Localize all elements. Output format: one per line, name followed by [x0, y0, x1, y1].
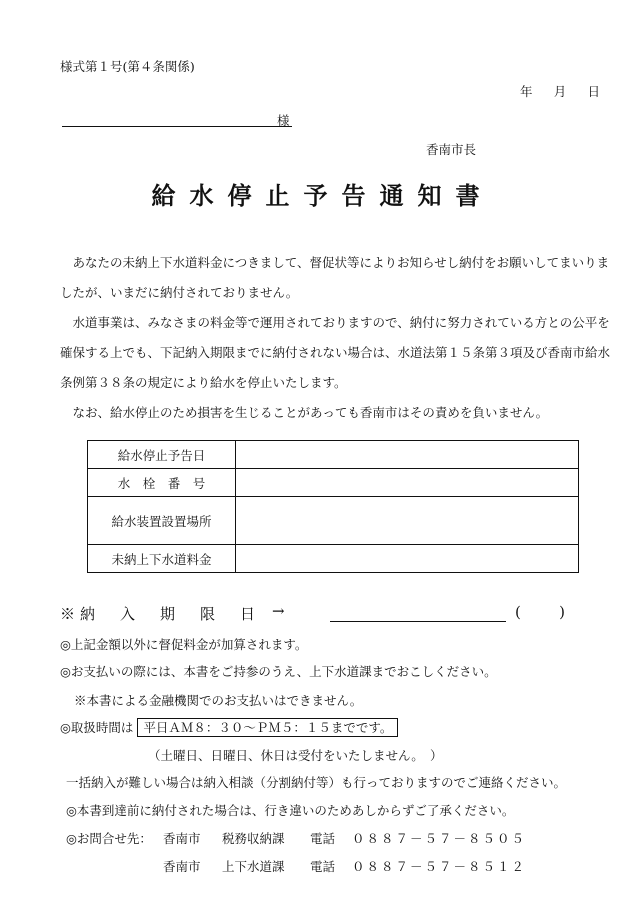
arrow-right-icon: →	[272, 602, 285, 620]
closed-days-note: （土曜日、日曜日、休日は受付をいたしません。 ）	[148, 748, 443, 763]
notice-body	[60, 248, 610, 428]
contact-phone-label: 電話	[310, 859, 336, 874]
paren-close: )	[559, 603, 565, 621]
stop-date-label: 給水停止予告日	[88, 441, 236, 469]
paren-open: (	[515, 603, 521, 621]
body-paragraph: あなたの未納上下水道料金につきまして、督促状等によりお知らせし納付をお願いしてまいりましたが、いまだに納付されておりません。	[60, 255, 610, 300]
payment-deadline-line	[330, 621, 506, 622]
hours-value: 平日ＡＭ８：３０～ＰＭ５：１５までです。	[137, 718, 398, 737]
stop-date-value	[236, 441, 579, 469]
date-year-label: 年	[520, 84, 533, 99]
contact-city: 香南市	[163, 859, 201, 874]
contact-department: 上下水道課	[222, 859, 285, 874]
hours-label: ◎取扱時間は	[60, 720, 134, 735]
contact-label: ◎お問合せ先：	[66, 831, 152, 846]
installation-location-label: 給水装置設置場所	[88, 497, 236, 545]
notice-details-table	[87, 440, 579, 573]
meter-number-value	[236, 469, 579, 497]
meter-number-label: 水 栓 番 号	[88, 469, 236, 497]
no-bank-note: ※本書による金融機関でのお支払いはできません。	[74, 693, 363, 708]
table-row	[88, 545, 579, 573]
surcharge-note: ◎上記金額以外に督促料金が加算されます。	[60, 637, 308, 652]
contact-city: 香南市	[163, 831, 201, 846]
bring-notice-note: ◎お支払いの際には、本書をご持参のうえ、上下水道課までおこしください。	[60, 664, 497, 679]
unpaid-amount-value	[236, 545, 579, 573]
table-row	[88, 469, 579, 497]
form-number: 様式第１号(第４条関係)	[60, 59, 195, 74]
addressee-suffix: 様	[277, 113, 290, 128]
contact-department: 税務収納課	[222, 831, 285, 846]
body-paragraph: なお、給水停止のため損害を生じることがあっても香南市はその責めを負いません。	[72, 405, 549, 420]
installment-note: 一括納入が難しい場合は納入相談（分割納付等）も行っておりますのでご連絡ください。	[66, 775, 567, 790]
date-month-label: 月	[553, 84, 567, 99]
contact-phone-label: 電話	[310, 831, 336, 846]
issuer-name: 香南市長	[426, 142, 477, 157]
table-row	[88, 441, 579, 469]
date-day-label: 日	[587, 84, 600, 99]
hours-note	[60, 718, 398, 736]
document-title: 給水停止予告通知書	[151, 181, 494, 210]
contact-phone: ０８８７－５７－８５０５	[352, 831, 527, 846]
table-row	[88, 497, 579, 545]
already-paid-note: ◎本書到達前に納付された場合は、行き違いのためあしからずご了承ください。	[66, 803, 515, 818]
date-field	[520, 82, 600, 100]
addressee-name-line	[62, 126, 292, 127]
payment-deadline-weekday	[515, 603, 565, 621]
payment-deadline-label: ※納 入 期 限 日	[60, 605, 261, 623]
installation-location-value	[236, 497, 579, 545]
body-paragraph: 水道事業は、みなさまの料金等で運用されておりますので、納付に努力されている方との公平を確保する上でも、下記納入期限までに納付されない場合は、水道法第１５条第３項及び香南市給水条例第３８条の規定により給水を停止いたします。	[60, 315, 611, 390]
contact-phone: ０８８７－５７－８５１２	[352, 859, 527, 874]
unpaid-amount-label: 未納上下水道料金	[88, 545, 236, 573]
